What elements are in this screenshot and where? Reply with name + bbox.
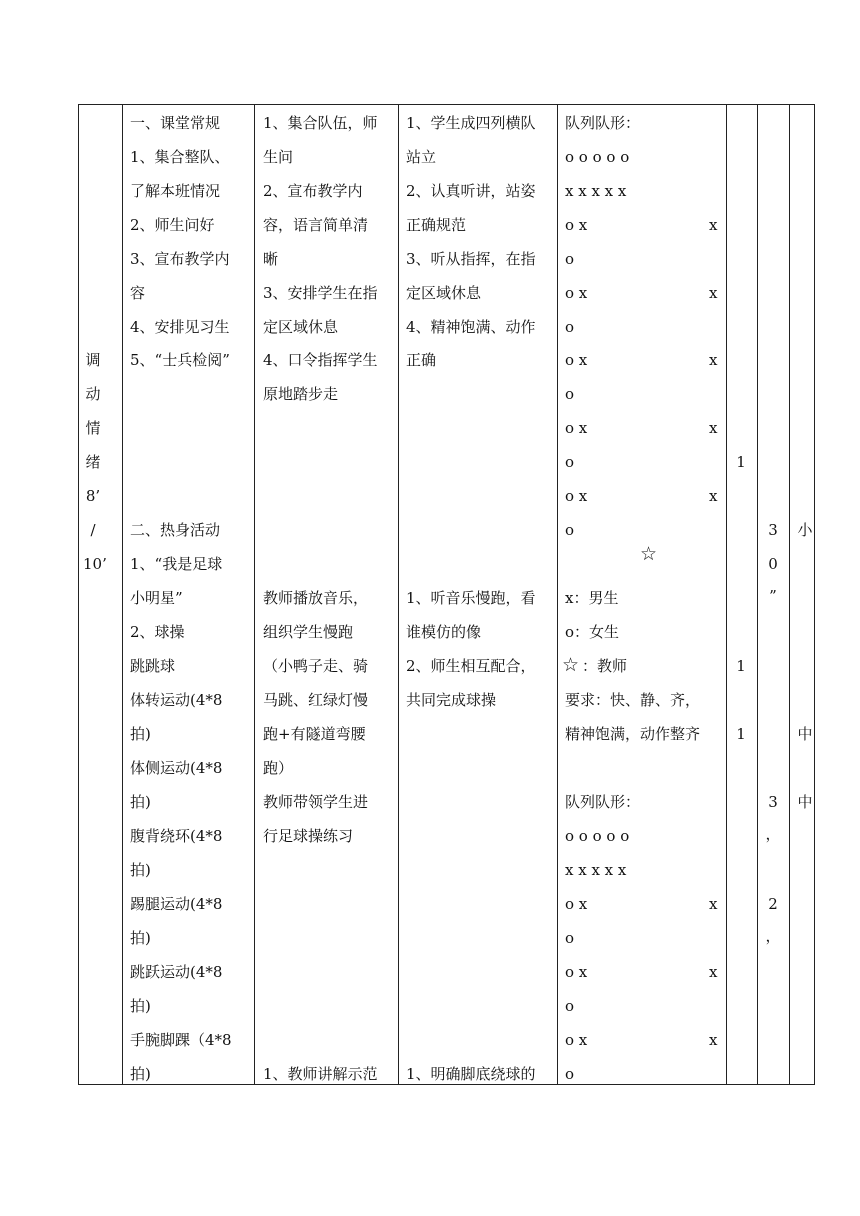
- count-value: 1: [736, 725, 746, 743]
- content-line: 二、热身活动: [130, 521, 221, 539]
- formation-right: x: [709, 216, 718, 234]
- time-char: 3: [768, 521, 778, 539]
- requirement-line: 精神饱满，动作整齐: [565, 725, 701, 743]
- formation-right: x: [709, 963, 718, 981]
- formation-label: 队列队形：: [565, 114, 641, 132]
- formation-row-boys: x x x x x: [565, 861, 627, 879]
- content-line: 1、集合整队、: [130, 148, 230, 166]
- phase-char: 调: [85, 351, 101, 369]
- formation-right: x: [709, 487, 718, 505]
- organization-column: [557, 105, 726, 1084]
- teacher-line: 2、宣布教学内: [263, 182, 363, 200]
- student-line: 谁模仿的像: [406, 623, 482, 641]
- student-line: 3、听从指挥，在指: [406, 250, 536, 268]
- content-line: 5、“士兵检阅”: [130, 351, 230, 369]
- teacher-line: 4、口令指挥学生: [263, 351, 378, 369]
- content-line: 拍): [130, 725, 151, 743]
- formation-pair: o x: [565, 284, 588, 302]
- formation-right: x: [709, 895, 718, 913]
- formation-label: 队列队形：: [565, 793, 641, 811]
- formation-pair: o x: [565, 1031, 588, 1049]
- formation-right: x: [709, 419, 718, 437]
- student-line: 站立: [406, 148, 437, 166]
- content-line: 3、宣布教学内: [130, 250, 230, 268]
- content-line: 跳跃运动(4*8: [130, 963, 223, 981]
- formation-single: o: [565, 250, 575, 268]
- teacher-line: 教师播放音乐，: [263, 589, 369, 607]
- time-char: ，: [765, 927, 781, 945]
- formation-pair: o x: [565, 895, 588, 913]
- count-value: 1: [736, 453, 746, 471]
- formation-row-girls: o o o o o: [565, 148, 630, 166]
- time-char: 3: [768, 793, 778, 811]
- student-activity-column: [398, 105, 557, 1084]
- formation-single: o: [565, 521, 575, 539]
- teacher-line: 跑+有隧道弯腰: [263, 725, 366, 743]
- student-line: 2、师生相互配合，: [406, 657, 536, 675]
- student-line: 4、精神饱满、动作: [406, 318, 536, 336]
- content-line: 1、“我是足球: [130, 555, 223, 573]
- student-line: 2、认真听讲，站姿: [406, 182, 536, 200]
- content-line: 腹背绕环(4*8: [130, 827, 223, 845]
- formation-pair: o x: [565, 487, 588, 505]
- teacher-activity-column: [254, 105, 398, 1084]
- intensity-value: 小: [797, 521, 813, 539]
- formation-single: o: [565, 385, 575, 403]
- phase-char: 8’: [85, 487, 101, 505]
- time-char: ，: [765, 825, 781, 843]
- phase-char: 10’: [83, 555, 107, 573]
- formation-right: x: [709, 351, 718, 369]
- formation-single: o: [565, 929, 575, 947]
- formation-right: x: [709, 284, 718, 302]
- teacher-line: 定区域休息: [263, 318, 339, 336]
- intensity-column: [789, 105, 816, 1084]
- formation-row-boys: x x x x x: [565, 182, 627, 200]
- time-column: [757, 105, 789, 1084]
- teacher-star-icon: ☆: [562, 654, 580, 676]
- intensity-value: 中: [797, 793, 813, 811]
- teacher-line: 容，语言简单清: [263, 216, 369, 234]
- legend-teacher: ：教师: [582, 657, 628, 675]
- content-line: 拍): [130, 1065, 151, 1083]
- content-line: 拍): [130, 861, 151, 879]
- content-column: [122, 105, 254, 1084]
- content-line: 一、课堂常规: [130, 114, 221, 132]
- formation-single: o: [565, 997, 575, 1015]
- content-line: 拍): [130, 793, 151, 811]
- teacher-line: 教师带领学生进: [263, 793, 369, 811]
- teacher-line: 行足球操练习: [263, 827, 354, 845]
- formation-single: o: [565, 1065, 575, 1083]
- teacher-line: 3、安排学生在指: [263, 284, 378, 302]
- intensity-value: 中: [797, 725, 813, 743]
- content-line: 容: [130, 284, 146, 302]
- student-line: 定区域休息: [406, 284, 482, 302]
- lesson-plan-table: [78, 104, 815, 1085]
- content-line: 拍): [130, 929, 151, 947]
- student-line: 1、明确脚底绕球的: [406, 1065, 536, 1083]
- formation-pair: o x: [565, 963, 588, 981]
- teacher-line: 跑）: [263, 759, 294, 777]
- teacher-star-icon: ☆: [640, 543, 658, 565]
- teacher-line: 1、教师讲解示范: [263, 1065, 378, 1083]
- formation-single: o: [565, 453, 575, 471]
- formation-pair: o x: [565, 419, 588, 437]
- formation-right: x: [709, 1031, 718, 1049]
- content-line: 4、安排见习生: [130, 318, 230, 336]
- count-column: [726, 105, 757, 1084]
- time-char: 2: [768, 895, 778, 913]
- teacher-line: 晰: [263, 250, 279, 268]
- content-line: 拍): [130, 997, 151, 1015]
- teacher-line: 马跳、红绿灯慢: [263, 691, 369, 709]
- student-line: 共同完成球操: [406, 691, 497, 709]
- content-line: 2、师生问好: [130, 216, 215, 234]
- student-line: 1、学生成四列横队: [406, 114, 536, 132]
- teacher-line: 生问: [263, 148, 294, 166]
- content-line: 手腕脚踝（4*8: [130, 1031, 232, 1049]
- legend-girls: o：女生: [565, 623, 620, 641]
- requirement-line: 要求：快、静、齐，: [565, 691, 701, 709]
- content-line: 体转运动(4*8: [130, 691, 223, 709]
- phase-char: 绪: [85, 453, 101, 471]
- formation-pair: o x: [565, 351, 588, 369]
- teacher-line: 组织学生慢跑: [263, 623, 354, 641]
- content-line: 跳跳球: [130, 657, 176, 675]
- phase-char: 动: [85, 385, 101, 403]
- teacher-line: （小鸭子走、骑: [263, 657, 369, 675]
- student-line: 1、听音乐慢跑，看: [406, 589, 536, 607]
- student-line: 正确规范: [406, 216, 467, 234]
- content-line: 体侧运动(4*8: [130, 759, 223, 777]
- formation-pair: o x: [565, 216, 588, 234]
- phase-char: 情: [85, 419, 101, 437]
- formation-row-girls: o o o o o: [565, 827, 630, 845]
- time-char: 0: [768, 555, 778, 573]
- formation-single: o: [565, 318, 575, 336]
- content-line: 2、球操: [130, 623, 185, 641]
- phase-char: /: [90, 521, 96, 539]
- legend-boys: x：男生: [565, 589, 619, 607]
- student-line: 正确: [406, 351, 437, 369]
- content-line: 小明星”: [130, 589, 183, 607]
- content-line: 踢腿运动(4*8: [130, 895, 223, 913]
- time-char: ”: [769, 587, 777, 605]
- count-value: 1: [736, 657, 746, 675]
- phase-column: [79, 105, 122, 1084]
- teacher-line: 原地踏步走: [263, 385, 339, 403]
- content-line: 了解本班情况: [130, 182, 221, 200]
- teacher-line: 1、集合队伍，师: [263, 114, 378, 132]
